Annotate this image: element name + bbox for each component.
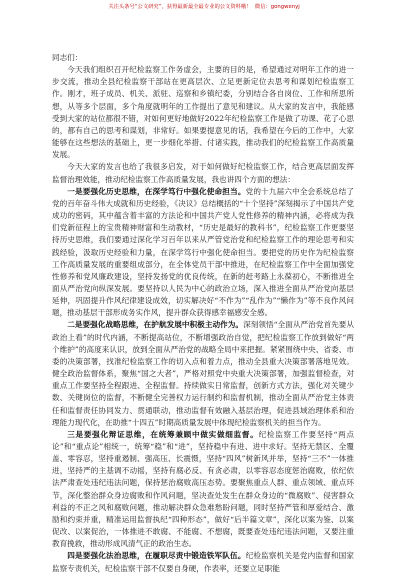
paragraph-point-2 [52, 319, 354, 428]
point-heading: 一是要强化历史思维，在深学笃行中强化使命担当。 [67, 186, 246, 196]
point-heading: 四是要强化法治思维，在履职尽责中锻造铁军队伍。 [67, 551, 246, 561]
paragraph-text: 今天大家的发言也给了我很多启发，对于如何做好纪检监察工作，结合更高层面发挥监督治理效能，推动纪检监察工作高质量发展，我也讲四个方面的想法： [52, 162, 354, 184]
paragraph-point-3 [52, 429, 354, 551]
header-banner [0, 4, 408, 11]
paragraph-point-1 [52, 186, 354, 320]
paragraph-text: 今天我们组织召开纪检监察工作务虚会，主要的目的是，希望通过对明年工作的进一步交流，推动全县纪检监察干部站在更高层次、立足更新定位去思考和谋划纪检监察工作。刚才，班子成员、机关、派驻、巡察和乡镇纪委，分别结合各自岗位、工作和所思所想，从等多个层面，多个角度就明年的工作提出了意见和建议。从大家的发言中，我能感受到大家的站位都很不错，对如何更好地做好2022年纪检监察工作是做了功课、花了心思的，都有自己的思考和谋划，非常好。如果要提意见的话，我希望在今后的工作中，大家能够在这些想法的基础上，更一步细化举措、付诸实践，推动我们的纪检监察工作高质量发展。 [52, 65, 354, 160]
paragraph-intro [52, 64, 354, 161]
document-body [52, 52, 354, 575]
paragraph-text: 深刻领悟“全面从严治党首先要从政治上看”的时代内涵，不断提高站位，不断增强政治自觉，把纪检监察工作放到做好“两个维护”的高度来认识，放到全面从严治党的战略全局中来把握。紧紧围绕中央、省委、市委的决策部署，找准纪检监察工作的切入点和着力点，推动全县重大决策部署落地见效。健全政治监督体系，聚焦“国之大者”，严格对照党中央重大决策部署，加强监督检查，对重点工作要坚持全程跟进、全程监督。持续做实日常监督，创新方式方法，强化对关键少数、关键岗位的监督，不断健全完善权力运行制约和监督机制，推动全面从严治党主体责任和监督责任协同发力、贯通联动，推动监督有效融入基层治理，促进县域治理体系和治理能力现代化，在助推“十四五”时期高质量发展中体现纪检监察机关的担当作为。 [52, 320, 354, 427]
paragraph-text: 纪检监察工作要坚持“两点论”和“重点论”相统一，统筹“稳”和“进”，坚持稳中有进、进中求好。坚持无禁区、全覆盖、零容忍，坚持重遏制、强高压、长震慑，坚持“四风”树新风并举，坚持“三不”一体推进，坚持严的主基调不动摇，坚持有腐必反、有贪必肃，以零容忍态度惩治腐败，依纪依法严肃查处违纪违法问题，保持惩治腐败高压态势。要聚焦重点人群、重点领域、重点环节，深化整治群众身边腐败和作风问题，坚决查处发生在群众身边的“微腐败”、侵害群众利益的不正之风和腐败问题，推动解决群众急难愁盼问题，同时坚持严管和厚爱结合、激励和约束并重，精准运用监督执纪“四种形态”，做好“后半篇文章”，深化以案为鉴、以案促改、以案促治，一体推进不敢腐、不能腐、不想腐，既要查处违纪违法问题，又要注重教育挽救，推动形成风清气正的政治生态。 [52, 429, 354, 549]
point-heading: 三是要强化辩证思维，在统筹兼顾中做实做细监督。 [67, 429, 259, 439]
paragraph-point-4 [52, 550, 354, 574]
paragraph-text: 党的十九届六中全会系统总结了党的百年奋斗伟大成就和历史经验，《决议》总结概括的“十个坚持”深刻揭示了中国共产党成功的密码，其中蕴含着丰富的方法论和中国共产党人党性修养的精神内涵，必将成为我们党新征程上的宝贵精神财富和生动教材，“历史是最好的教科书”，纪检监察工作更要坚持历史思维，我们要通过深化学习百年以来从严管党治党和纪检监察工作的理论思考和实践经验，汲取历史经验和力量，在深学笃行中强化使命担当。要把党的历史作为纪检监察工作高质量发展的重要组成部分，在全体党员干部中推进，在纪检监察工作中全面加强党性修养和党风廉政建设，坚持发扬党的优良传统，在新的赶考路上永葆初心，不断推进全面从严治党向纵深发展。要坚持以人民为中心的政治立场，深入推进全面从严治党向基层延伸，巩固提升作风纪律建设成效，切实解决好“不作为”“乱作为”“懒作为”等不良作风问题，推动基层干部形成务实作风，提升群众获得感幸福感安全感。 [52, 186, 354, 318]
paragraph-transition [52, 161, 354, 185]
banner-promo-text: 关注头条号“公文研究”，获得最新最全最专业的公文资料哦！ [108, 4, 252, 10]
point-heading: 二是要强化战略思维，在护航发展中积极主动作为。 [67, 320, 244, 330]
greeting: 同志们： [52, 53, 83, 62]
banner-wechat-text: 微信：gongwenyj [254, 4, 300, 10]
paragraph-text: 纪检监察机关是党内监督和国家监察专责机关，纪检监察干部不仅要自身硬，作表率，还要立足职能 [52, 551, 354, 573]
